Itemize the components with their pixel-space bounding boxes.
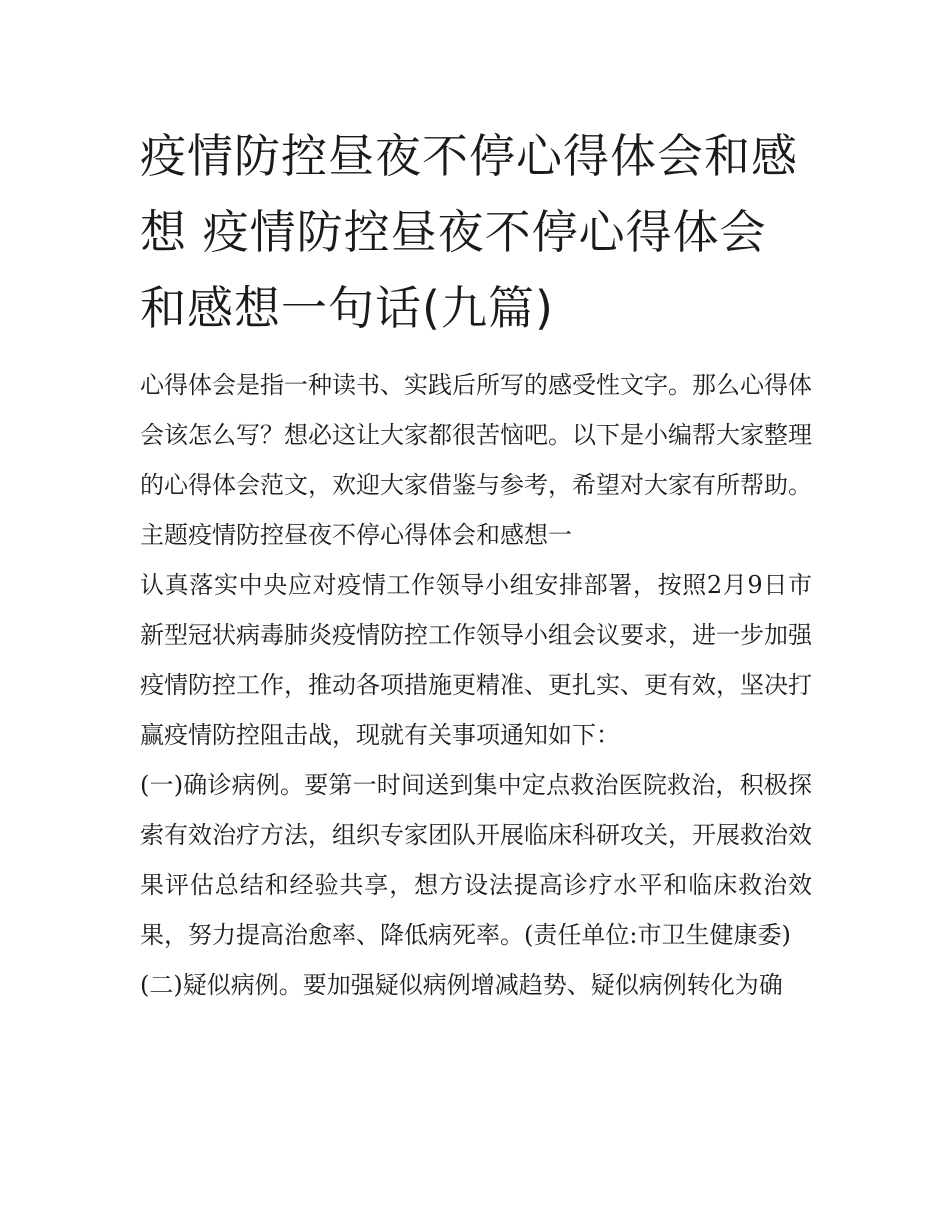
paragraph-suspected-cases: (二)疑似病例。要加强疑似病例增减趋势、疑似病例转化为确 xyxy=(140,971,783,999)
paragraph-section-heading: 主题疫情防控昼夜不停心得体会和感想一 xyxy=(140,521,572,549)
document-title: 疫情防控昼夜不停心得体会和感想 疫情防控昼夜不停心得体会和感想一句话(九篇) xyxy=(140,129,798,335)
document-page xyxy=(140,118,812,1010)
paragraph-notice: 认真落实中央应对疫情工作领导小组安排部署，按照2月9日市新型冠状病毒肺炎疫情防控工作领导小组会议要求，进一步加强疫情防控工作，推动各项措施更精准、更扎实、更有效，坚决打赢疫情防控阻击战，现就有关事项通知如下： xyxy=(140,571,812,749)
paragraph-confirmed-cases: (一)确诊病例。要第一时间送到集中定点救治医院救治，积极探索有效治疗方法，组织专家团队开展临床科研攻关，开展救治效果评估总结和经验共享，想方设法提高诊疗水平和临床救治效果，努力提高治愈率、降低病死率。(责任单位:市卫生健康委) xyxy=(140,771,812,949)
paragraph-intro: 心得体会是指一种读书、实践后所写的感受性文字。那么心得体会该怎么写？想必这让大家都很苦恼吧。以下是小编帮大家整理的心得体会范文，欢迎大家借鉴与参考，希望对大家有所帮助。 xyxy=(140,371,812,499)
